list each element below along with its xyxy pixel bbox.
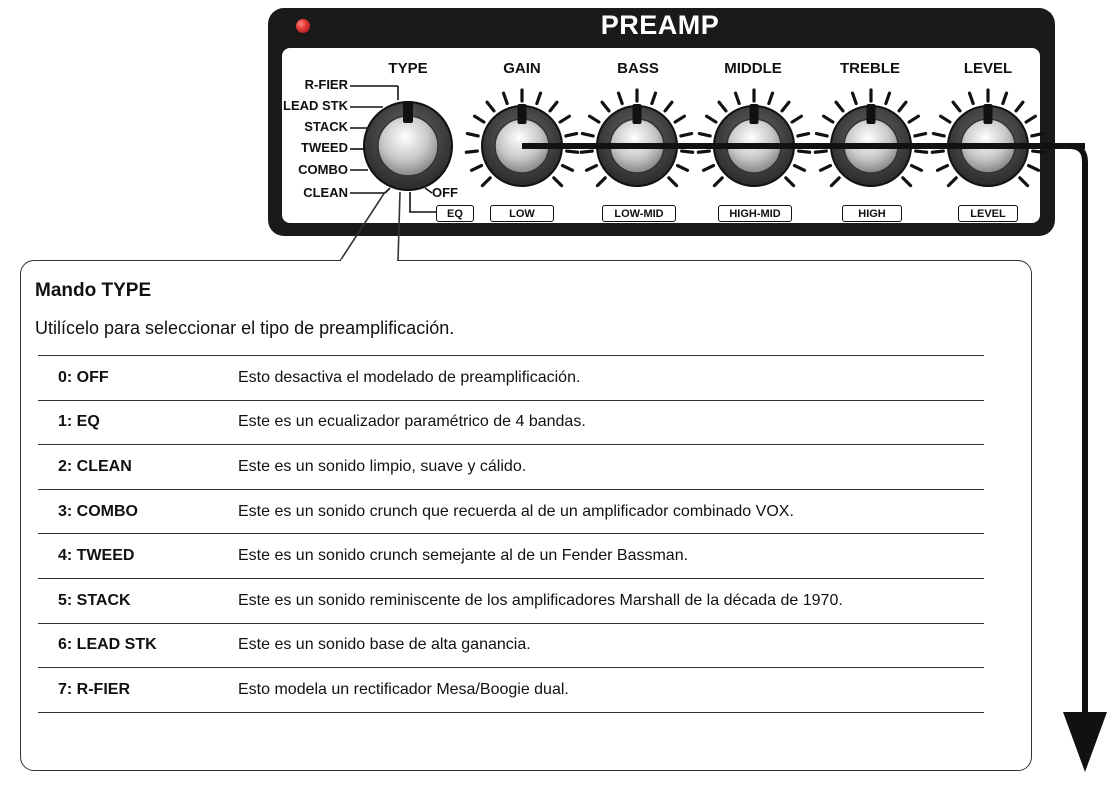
bass-knob[interactable] [581,90,692,186]
treble-knob[interactable] [815,90,926,186]
type-pos-lead-stk: LEAD STK [283,98,348,113]
table-row [38,356,984,401]
mode-description: Este es un sonido crunch semejante al de un Fender Bassman. [238,547,689,565]
band-box-level: LEVEL [958,205,1018,222]
type-knob-label: TYPE [388,60,428,77]
middle-knob-label: MIDDLE [724,60,782,77]
mode-name: 1: EQ [58,413,100,431]
mode-name: 7: R-FIER [58,680,130,698]
table-row [38,578,984,623]
middle-knob[interactable] [698,90,809,186]
callout-connector [340,192,400,261]
gain-knob[interactable] [466,90,577,186]
mode-name: 5: STACK [58,591,131,609]
panel-title: PREAMP [600,10,720,40]
mode-name: 3: COMBO [58,502,138,520]
table-row [38,445,984,490]
type-pos-combo: COMBO [298,162,348,177]
mode-description: Este es un sonido reminiscente de los amplificadores Marshall de la década de 1970. [238,591,843,609]
band-box-eq: EQ [436,205,474,222]
description-title: Mando TYPE [35,280,152,301]
mode-description: Este es un sonido crunch que recuerda al de un amplificador combinado VOX. [238,502,794,520]
band-box-low: LOW [490,205,554,222]
gain-knob-label: GAIN [503,60,541,77]
description-subtitle: Utilícelo para seleccionar el tipo de preamplificación. [35,318,455,338]
mode-name: 6: LEAD STK [58,636,157,654]
table-row [38,534,984,579]
table-row [38,489,984,534]
type-pos-off: OFF [432,185,458,200]
table-row [38,400,984,445]
band-box-high-mid: HIGH-MID [718,205,792,222]
type-pos-tweed: TWEED [301,140,348,155]
band-box-low-mid: LOW-MID [602,205,676,222]
mode-name: 0: OFF [58,368,109,386]
type-pos-clean: CLEAN [303,185,348,200]
type-knob[interactable] [364,101,452,190]
level-knob[interactable] [932,90,1043,186]
table-row [38,668,984,713]
band-box-high: HIGH [842,205,902,222]
type-pos-rfier: R-FIER [304,77,348,92]
mode-description: Esto desactiva el modelado de preamplificación. [238,368,581,386]
mode-description: Esto modela un rectificador Mesa/Boogie dual. [238,680,569,698]
down-arrow-icon [1063,712,1107,772]
level-knob-label: LEVEL [963,60,1013,77]
mode-description: Este es un sonido limpio, suave y cálido. [238,457,527,475]
type-pos-stack: STACK [304,119,348,134]
type-modes-table [38,355,984,713]
mode-description: Este es un sonido base de alta ganancia. [238,636,531,654]
table-row [38,623,984,668]
bass-knob-label: BASS [617,60,659,77]
mode-description: Este es un ecualizador paramétrico de 4 bandas. [238,413,586,431]
mode-name: 2: CLEAN [58,457,132,475]
treble-knob-label: TREBLE [840,60,900,77]
mode-name: 4: TWEED [58,547,135,565]
